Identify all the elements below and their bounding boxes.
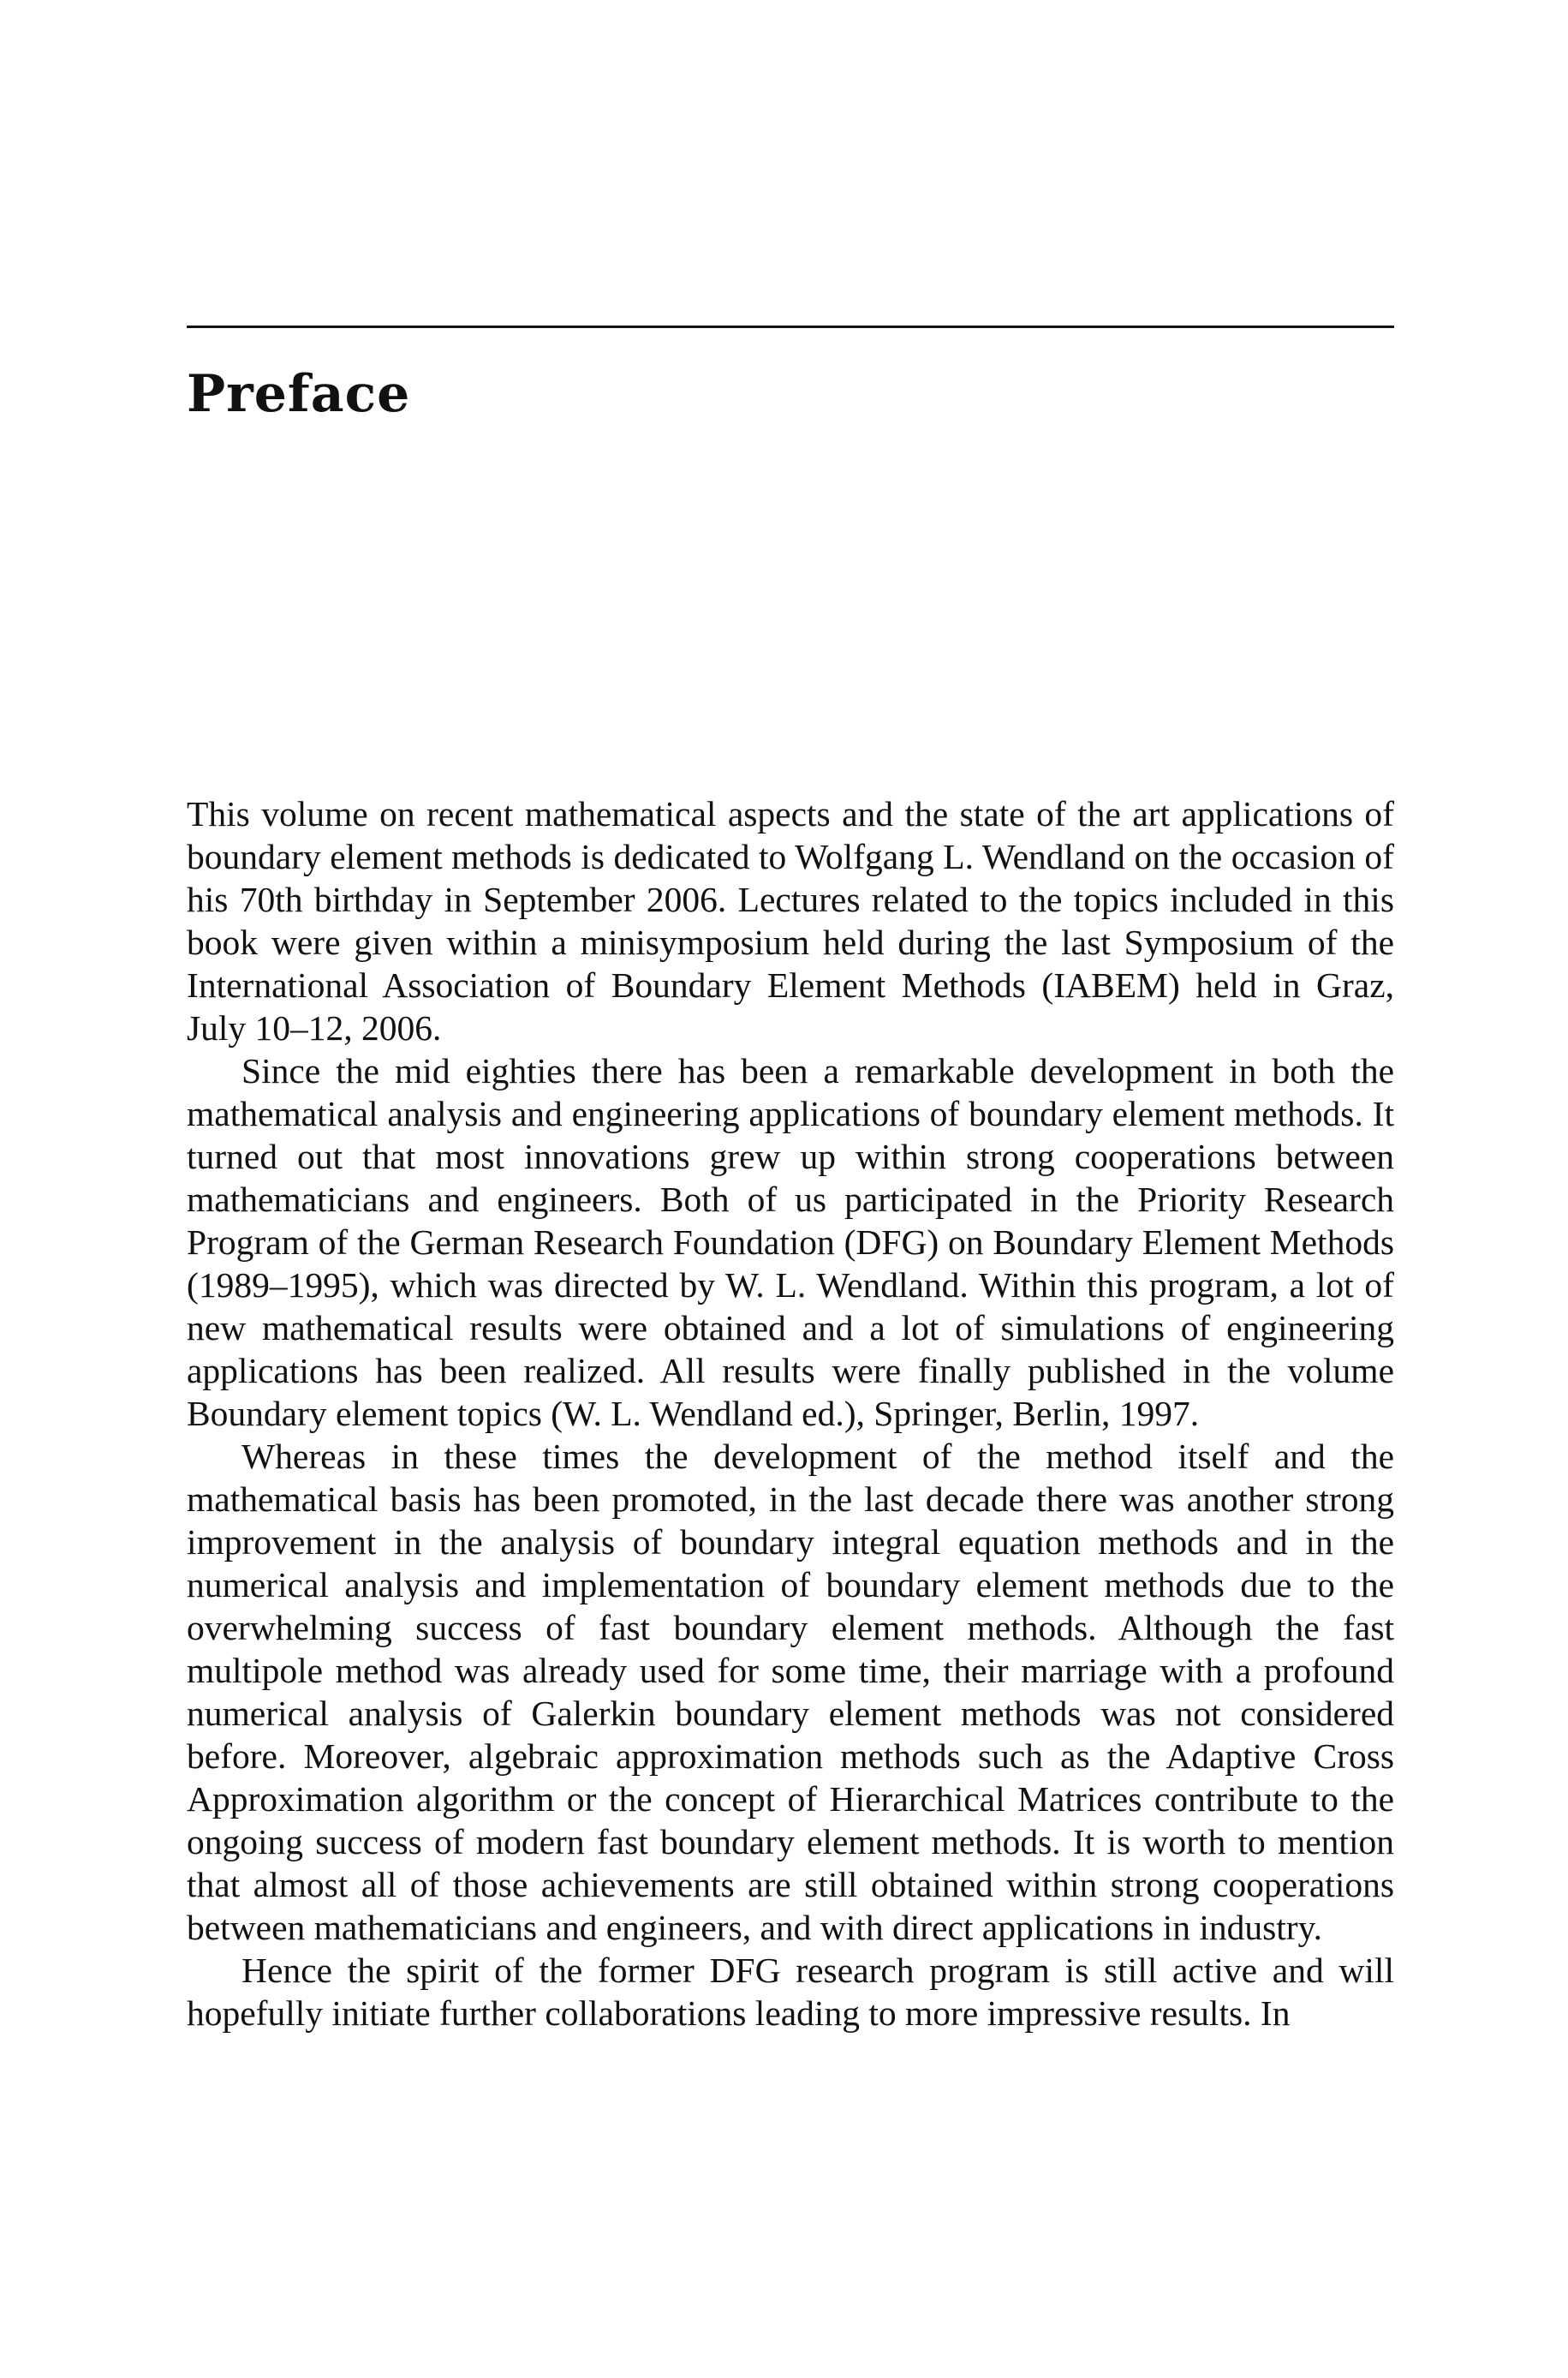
chapter-rule [187, 326, 1394, 328]
paragraph-fast-methods: Whereas in these times the development of the method itself and the mathematical basis has been promoted, in the last decade there was another strong improvement in the analysis of boundary integral equation methods and in the numerical analysis and implementation of boundary element methods due to the overwhelming success of fast boundary element methods. Although the fast multipole method was already used for some time, their marriage with a profound numerical analysis of Galerkin boundary element methods was not considered before. Moreover, algebraic approximation methods such as the Adaptive Cross Approximation algorithm or the concept of Hierarchical Matrices contribute to the ongoing success of modern fast boundary element methods. It is worth to mention that almost all of those achievements are still obtained within strong cooperations between mathematicians and engineers, and with direct applications in industry. [187, 1437, 1394, 1947]
paragraph-spirit: Hence the spirit of the former DFG research program is still active and will hopefully initiate further collaborations leading to more impressive results. In [187, 1951, 1394, 2033]
page-title: Preface [187, 364, 411, 424]
preface-body [187, 792, 1394, 2034]
paragraph-dedication: This volume on recent mathematical aspects and the state of the art applications of boundary element methods is dedicated to Wolfgang L. Wendland on the occasion of his 70th birthday in September 2006. Lectures related to the topics included in this book were given within a minisymposium held during the last Symposium of the International Association of Boundary Element Methods (IABEM) held in Graz, July 10–12, 2006. [187, 794, 1394, 1048]
paragraph-development: Since the mid eighties there has been a remarkable development in both the mathematical analysis and engineering applications of boundary element methods. It turned out that most innovations grew up within strong cooperations between mathematicians and engineers. Both of us participated in the Priority Research Program of the German Research Foundation (DFG) on Boundary Element Methods (1989–1995), which was directed by W. L. Wendland. Within this program, a lot of new mathematical results were obtained and a lot of simulations of engineering applications has been realized. All results were finally published in the volume Boundary element topics (W. L. Wendland ed.), Springer, Berlin, 1997. [187, 1051, 1394, 1433]
